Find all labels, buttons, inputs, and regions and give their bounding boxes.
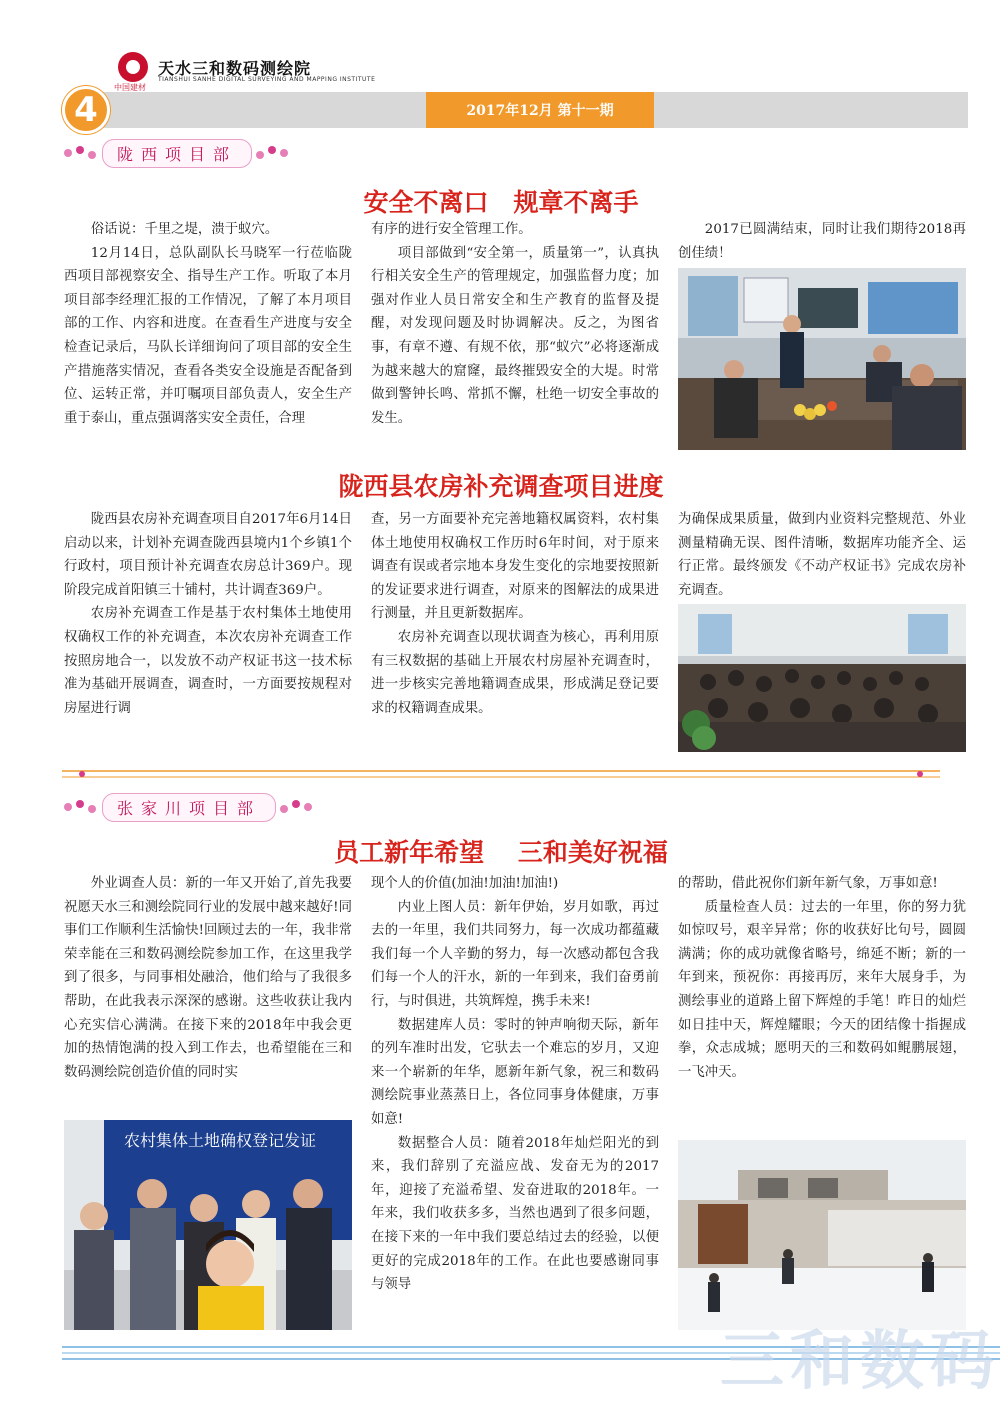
article3-column-2 [371, 872, 659, 1297]
paragraph: 农房补充调查以现状调查为核心，再利用原有三权数据的基础上开展农村房屋补充调查时，进一步核实完善地籍调查成果，形成满足登记要求的权籍调查成果。 [371, 629, 659, 716]
paragraph: 查，另一方面要补充完善地籍权属资料，农村集体土地使用权确权工作历时6年时间，对于原来调查有误或者宗地本身发生变化的宗地要按照新的发证要求进行调查，对原来的图解法的成果进行测量，并且更新数据库。 [371, 512, 659, 622]
page-number: 4 [62, 86, 110, 134]
paragraph: 有序的进行安全管理工作。 [371, 222, 532, 237]
section-divider [62, 766, 940, 780]
paragraph: 质量检查人员：过去的一年里，你的努力犹如惊叹号，艰辛异常；你的收获好比句号，圆圆满满；你的成功就像省略号，绵延不断；新的一年到来，预祝你：再接再厉，来年大展身手，为测绘事业的道路上留下辉煌的手笔！昨日的灿烂如日挂中天，辉煌耀眼；今天的团结像十指握成拳，众志成城；愿明天的三和数码如鲲鹏展翅，一飞冲天。 [678, 899, 966, 1080]
snow-courtyard-photo [678, 1140, 966, 1330]
paragraph: 数据整合人员：随着2018年灿烂阳光的到来，我们辞别了充溢应战、发奋无为的2017年，迎接了充溢希望、发奋进取的2018年。一年来，我们收获多多，当然也遇到了很多问题，在接下来的一年中我们要总结过去的经验，以便更好的完成2018年的工作。在此也要感谢同事与领导 [371, 1135, 659, 1293]
section-label-zhangjiachuan: 张家川项目部 [62, 792, 316, 822]
logo-icon [118, 52, 148, 82]
article3-column-1 [64, 872, 352, 1084]
article1-title: 安全不离口 规章不离手 [363, 188, 639, 217]
flower-ornament-icon [62, 798, 102, 816]
village-meeting-photo [678, 604, 966, 752]
paragraph: 项目部做到“安全第一，质量第一”，认真执行相关安全生产的管理规定，加强监督力度；加强对作业人员日常安全和生产教育的监督及提醒，对发现问题及时协调解决。反之，为图省事，有章不遵、有规不依，那“蚁穴”必将逐渐成为越来越大的窟窿，最终摧毁安全的大堤。时常做到警钟长鸣、常抓不懈，杜绝一切安全事故的发生。 [371, 245, 659, 426]
article1-column-2 [371, 218, 659, 430]
paragraph: 陇西县农房补充调查项目自2017年6月14日启动以来，计划补充调查陇西县境内1个乡镇1个行政村，项目预计补充调查农房总计369户。现阶段完成首阳镇三十铺村，共计调查369户。 [64, 512, 352, 598]
article2-title: 陇西县农房补充调查项目进度 [338, 472, 664, 501]
article2-column-2 [371, 508, 659, 720]
watermark-text: 三和数码 [720, 1325, 1000, 1399]
article1-column-3 [678, 218, 966, 265]
issue-date: 2017年12月 第十一期 [466, 103, 614, 119]
paragraph: 12月14日，总队副队长马晓军一行莅临陇西项目部视察安全、指导生产工作。听取了本月项目部李经理汇报的工作情况，了解了本月项目部的工作、内容和进度。在查看生产进度与安全检查记录后，马队长详细询问了项目部的安全生产措施落实情况，查看各类安全设施是否配备到位、运转正常，并叮嘱项目部负责人，安全生产重于泰山，重点强调落实安全责任，合理 [64, 245, 352, 426]
flower-ornament-icon [252, 144, 292, 162]
flower-ornament-icon [62, 144, 102, 162]
article2-column-3 [678, 508, 966, 602]
paragraph: 现个人的价值(加油!加油!加油!) [371, 876, 559, 891]
org-name-en: TIANSHUI SANHE DIGITAL SURVEYING AND MAPPING INSTITUTE [158, 76, 376, 83]
paragraph: 俗话说：千里之堤，溃于蚁穴。 [90, 222, 279, 237]
article3-title: 员工新年希望 三和美好祝福 [334, 838, 668, 867]
paragraph: 外业调查人员：新的一年又开始了,首先我要祝愿天水三和测绘院同行业的发展中越来越好!同事们工作顺利生活愉快!回顾过去的一年，我非常荣幸能在三和数码测绘院参加工作，在这里我学到了很多，与同事相处融洽，他们给与了我很多帮助，在此我表示深深的感谢。这些收获让我内心充实信心满满。在接下来的2018年中我会更加的热情饱满的投入到工作去，也希望能在三和数码测绘院创造价值的同时实 [64, 876, 352, 1080]
brand-label: 中国建材 [114, 83, 146, 92]
paragraph: 内业上图人员：新年伊始，岁月如歌，再过去的一年里，我们共同努力，每一次成功都蕴藏我们每一个人辛勤的努力，每一次感动都包含我们每一个人的汗水，新的一年到来，我们奋勇前行，与时俱进，共筑辉煌，携手未来! [371, 899, 659, 1009]
paragraph: 为确保成果质量，做到内业资料完整规范、外业测量精确无误、图件清晰，数据库功能齐全、运行正常。最终颁发《不动产权证书》完成农房补充调查。 [678, 512, 966, 598]
paragraph: 数据建库人员：零时的钟声响彻天际，新年的列车准时出发，它驮去一个难忘的岁月，又迎来一个崭新的年华，愿新年新气象，祝三和数码测绘院事业蒸蒸日上，各位同事身体健康，万事如意! [371, 1017, 659, 1127]
article2-column-1 [64, 508, 352, 720]
flower-ornament-icon [276, 798, 316, 816]
staff-group-photo [64, 1120, 352, 1330]
meeting-photo [678, 268, 966, 450]
paragraph: 的帮助，借此祝你们新年新气象，万事如意! [678, 876, 938, 891]
paragraph: 农房补充调查工作是基于农村集体土地使用权确权工作的补充调查，本次农房补充调查工作按照房地合一，以发放不动产权证书这一技术标准为基础开展调查，调查时，一方面要按规程对房屋进行调 [64, 606, 352, 716]
article1-column-1 [64, 218, 352, 430]
banner-text: 农村集体土地确权登记发证 [124, 1131, 317, 1150]
paragraph: 2017已圆满结束，同时让我们期待2018再创佳绩！ [678, 222, 966, 261]
article3-column-3 [678, 872, 966, 1084]
section-label-longxi: 陇西项目部 [62, 138, 292, 168]
org-name: 天水三和数码测绘院 [158, 59, 312, 78]
